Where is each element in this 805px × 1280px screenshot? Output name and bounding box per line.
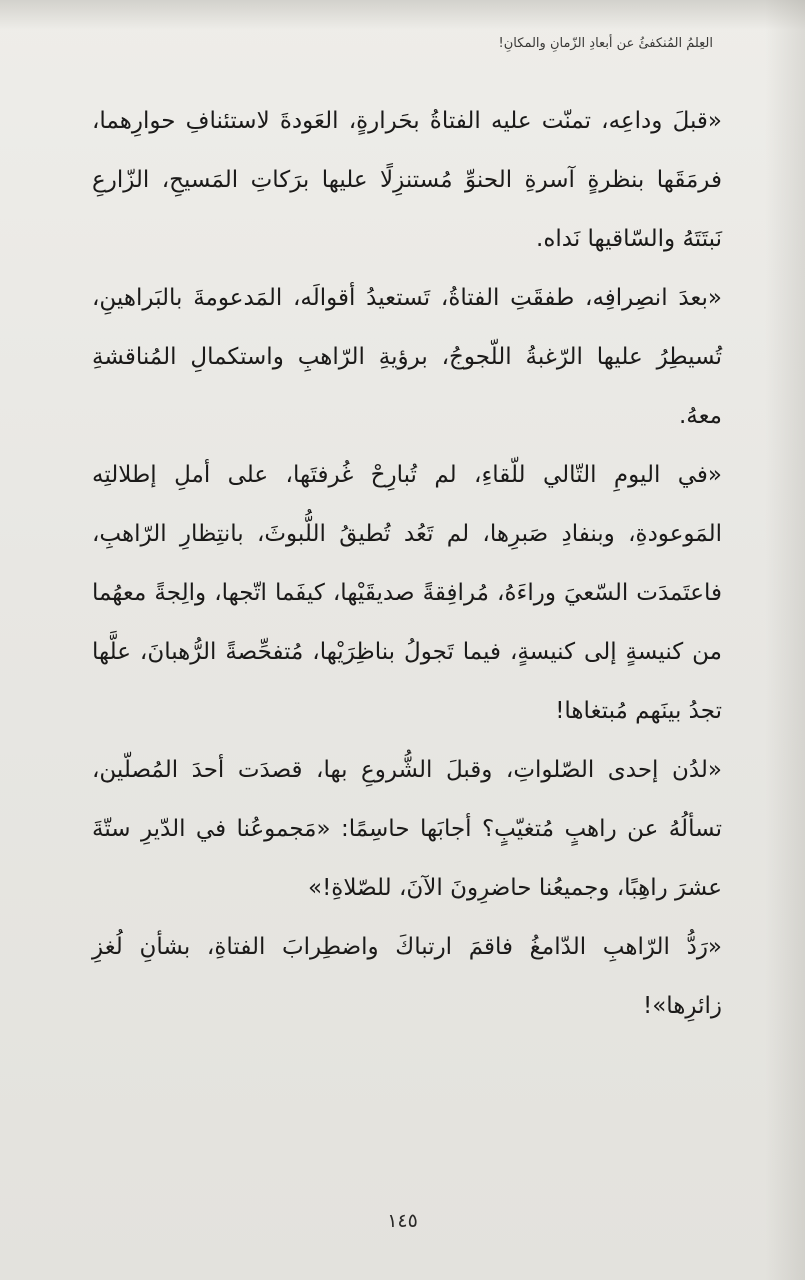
page-edge-shadow [765, 0, 805, 1280]
paragraph: «بعدَ انصِرافِه، طفقَتِ الفتاةُ، تَستعيدُ أقوالَه، المَدعومةَ بالبَراهينِ، تُسيطِرُ عليها الرّغبةُ اللّجوجُ، برؤيةِ الرّاهبِ واستكمالِ المُناقشةِ معهُ. [92, 285, 722, 429]
page-number: ١٤٥ [387, 1210, 418, 1232]
paragraph: «لدُن إحدى الصّلواتِ، وقبلَ الشُّروعِ بها، قصدَت أحدَ المُصلّين، تسألُهُ عن راهبٍ مُتغيّبٍ؟ أجابَها حاسِمًا: «مَجموعُنا في الدّيرِ ستّةَ عشرَ راهِبًا، وجميعُنا حاضرِونَ الآنَ، للصّلاةِ!» [92, 757, 722, 901]
paragraph: «في اليومِ التّالي للّقاءِ، لم تُبارِحْ غُرفتَها، على أملِ إطلالتِه المَوعودةِ، وبنفادِ صَبرِها، لم تَعُد تُطيقُ اللُّبوثَ، بانتِظارِ الرّاهبِ، فاعتَمدَت السّعيَ وراءَهُ، مُرافِقةً صديقَيْها، كيفَما اتّجها، والِجةً معهُما من كنيسةٍ إلى كنيسةٍ، فيما تَجولُ بناظِرَيْها، مُتفحِّصةً الرُّهبانَ، علَّها تجدُ بينَهم مُبتغاها! [92, 462, 722, 724]
body-text [92, 92, 722, 1032]
running-header: العِلمُ المُنكفئُ عن أبعادِ الزّمانِ والمكانِ! [498, 36, 713, 51]
page-top-shadow [0, 0, 805, 30]
paragraph: «رَدُّ الرّاهبِ الدّامغُ فاقمَ ارتباكَ واضطِرابَ الفتاةِ، بشأنِ لُغزِ زائرِها»! [92, 934, 722, 1019]
paragraph: «قبلَ وداعِه، تمنّت عليه الفتاةُ بحَرارةٍ، العَودةَ لاستئنافِ حوارِهما، فرمَقَها بنظرةٍ آسرةِ الحنوِّ مُستنزِلًا عليها برَكاتِ المَسيحِ، الزّارعِ نَبتَتَهُ والسّاقيها نَداه. [92, 108, 722, 252]
